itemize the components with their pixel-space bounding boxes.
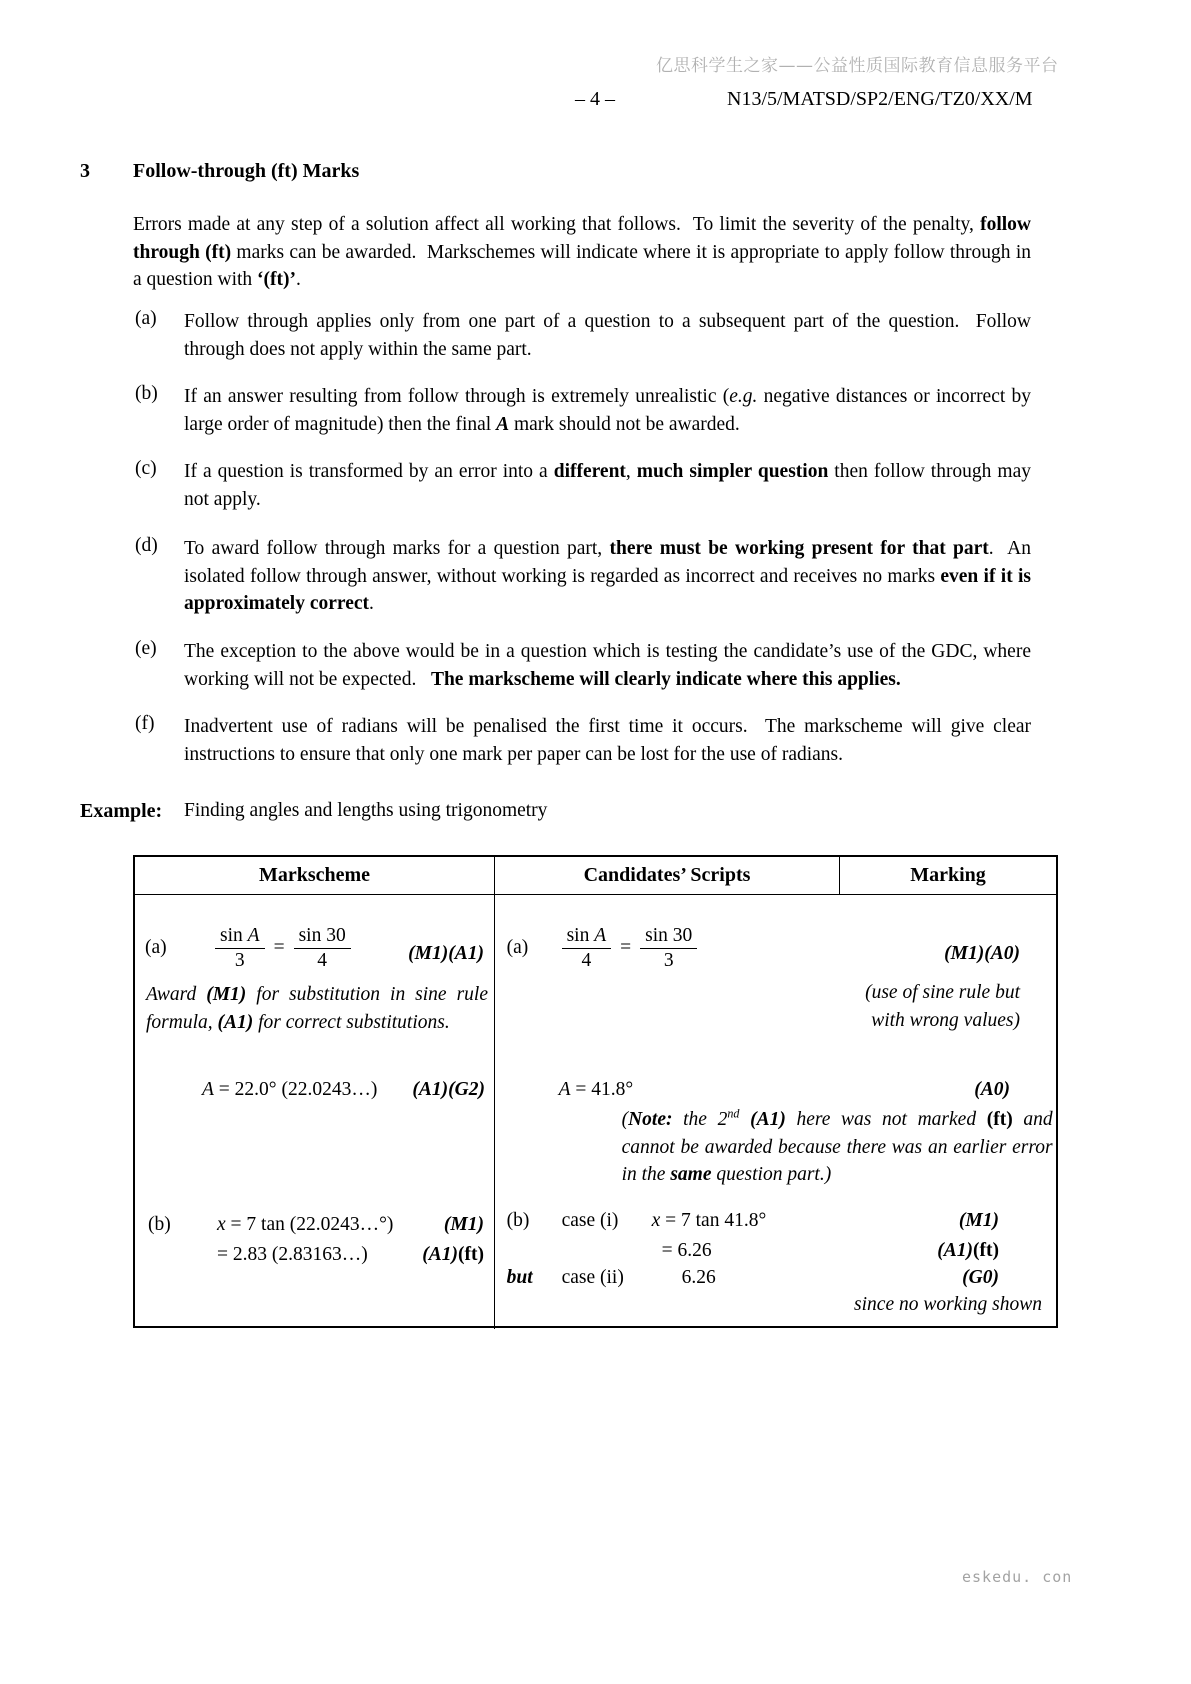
fraction-denominator: 4 [317, 950, 327, 971]
item-text-d: To award follow through marks for a question part, there must be working present for that part. An isolated follow through answer, without working is regarded as incorrect and receives no marks even if it is approximately correct. [184, 538, 1032, 614]
fraction-numerator: sin A [215, 925, 265, 949]
candidate-part-a-row [507, 925, 1020, 971]
equals-sign: = [273, 937, 285, 958]
working-line: = 2.83 (2.83163…) [217, 1244, 368, 1265]
markscheme-part-a-row [145, 925, 484, 971]
item-label-b: (b) [135, 383, 158, 404]
marks-annotation: (G0) [962, 1267, 999, 1288]
document-code: N13/5/MATSD/SP2/ENG/TZ0/XX/M [727, 88, 1033, 110]
marks-annotation: (M1)(A1) [408, 943, 484, 964]
markscheme-cell [135, 895, 495, 1329]
markscheme-example-table [133, 855, 1058, 1328]
marking-note: (Note: the 2nd (A1) here was not marked (ft) and cannot be awarded because there was an earlier error in the same question part.) [621, 1106, 1053, 1185]
section-intro-paragraph: Errors made at any step of a solution affect all working that follows. To limit the severity of the penalty, follow through (ft) marks can be awarded. Markschemes will indicate where it is appropriate to apply follow through in a question with ‘(ft)’. [133, 214, 1031, 290]
case-i-label: case (i) [561, 1210, 619, 1231]
column-header-markscheme: Markscheme [135, 857, 495, 894]
list-item-e [133, 638, 1031, 693]
result-value: A = 41.8° [558, 1079, 634, 1100]
list-item-a [133, 308, 1031, 363]
list-item-d [133, 535, 1031, 618]
equals-sign: = [620, 937, 632, 958]
markscheme-part-b-row1 [148, 1214, 484, 1236]
part-b-label: (b) [148, 1214, 171, 1235]
fraction-denominator: 3 [663, 950, 674, 971]
marking-comment [865, 979, 1020, 1034]
fraction-right [294, 925, 351, 971]
marks-annotation: (M1)(A0) [944, 943, 1020, 964]
fraction-numerator: sin A [562, 925, 612, 949]
marks-annotation: (A0) [974, 1079, 1010, 1100]
candidate-part-b-row3 [507, 1267, 999, 1289]
but-label: but [506, 1267, 533, 1288]
candidates-scripts-and-marking-cell [497, 895, 1056, 1329]
working-line: = 6.26 [661, 1240, 712, 1261]
marks-annotation: (A1)(ft) [422, 1244, 484, 1265]
footer-watermark: eskedu. con [962, 1568, 1073, 1586]
marking-comment-line1: (use of sine rule but [865, 982, 1020, 1003]
list-item-b [133, 383, 1031, 438]
working-line: 6.26 [681, 1267, 716, 1288]
working-line: x = 7 tan 41.8° [651, 1210, 767, 1231]
sine-rule-equation [562, 925, 698, 971]
example-label: Example: [80, 800, 163, 822]
item-text-a: Follow through applies only from one part of a question to a subsequent part of the question. Follow through does not apply within the same part. [184, 311, 1031, 360]
fraction-right [640, 925, 697, 971]
item-text-c: If a question is transformed by an error into a different, much simpler question then follow through may not apply. [184, 461, 1032, 510]
list-item-c [133, 458, 1031, 513]
table-body [135, 895, 1056, 1329]
list-item-f [133, 713, 1031, 768]
part-b-label: (b) [506, 1210, 530, 1231]
markscheme-result-row [202, 1079, 485, 1101]
site-watermark-text: 亿思科学生之家——公益性质国际教育信息服务平台 [656, 56, 1059, 76]
award-note: Award (M1) for substitution in sine rule formula, (A1) for correct substitutions. [146, 984, 488, 1033]
sine-rule-equation [215, 925, 351, 971]
fraction-left [562, 925, 612, 971]
item-label-e: (e) [135, 638, 157, 659]
result-value: A = 22.0° (22.0243…) [202, 1079, 378, 1100]
marks-annotation: (A1)(ft) [937, 1240, 999, 1261]
section-title: Follow-through (ft) Marks [133, 160, 360, 182]
part-a-label: (a) [506, 937, 529, 958]
item-text-b: If an answer resulting from follow through is extremely unrealistic (e.g. negative distances or incorrect by large order of magnitude) then the final A mark should not be awarded. [184, 386, 1032, 435]
item-label-c: (c) [135, 458, 157, 479]
item-text-f: Inadvertent use of radians will be penalised the first time it occurs. The markscheme will give clear instructions to ensure that only one mark per paper can be lost for the use of radians. [184, 716, 1031, 765]
fraction-numerator: sin 30 [640, 925, 697, 949]
item-text-e: The exception to the above would be in a question which is testing the candidate’s use of the GDC, where working will not be expected. The markscheme will clearly indicate where this applies. [184, 641, 1031, 690]
fraction-denominator: 4 [581, 950, 592, 971]
column-header-candidates-scripts: Candidates’ Scripts [495, 857, 840, 894]
item-label-d: (d) [135, 535, 158, 556]
marking-comment-line2: with wrong values) [871, 1009, 1020, 1031]
marks-annotation: (M1) [443, 1214, 484, 1235]
fraction-numerator: sin 30 [294, 925, 351, 949]
marks-annotation: (M1) [958, 1210, 999, 1231]
item-label-a: (a) [135, 308, 157, 329]
page-number: – 4 – [575, 88, 615, 110]
section-number: 3 [80, 160, 90, 182]
table-header-row [135, 857, 1056, 895]
case-ii-label: case (ii) [561, 1267, 624, 1288]
markscheme-part-b-row2 [148, 1244, 484, 1266]
no-working-note: since no working shown [854, 1294, 1042, 1315]
part-a-label: (a) [145, 937, 167, 958]
candidate-part-b-row2 [507, 1240, 999, 1262]
candidate-result-row [559, 1079, 1010, 1101]
column-header-marking: Marking [910, 864, 986, 886]
fraction-denominator: 3 [234, 950, 245, 971]
example-description: Finding angles and lengths using trigonometry [184, 800, 548, 821]
candidate-part-b-row1 [507, 1210, 999, 1232]
marks-annotation: (A1)(G2) [412, 1079, 485, 1100]
working-line: x = 7 tan (22.0243…°) [217, 1214, 394, 1235]
item-label-f: (f) [135, 713, 155, 734]
fraction-left [215, 925, 265, 971]
